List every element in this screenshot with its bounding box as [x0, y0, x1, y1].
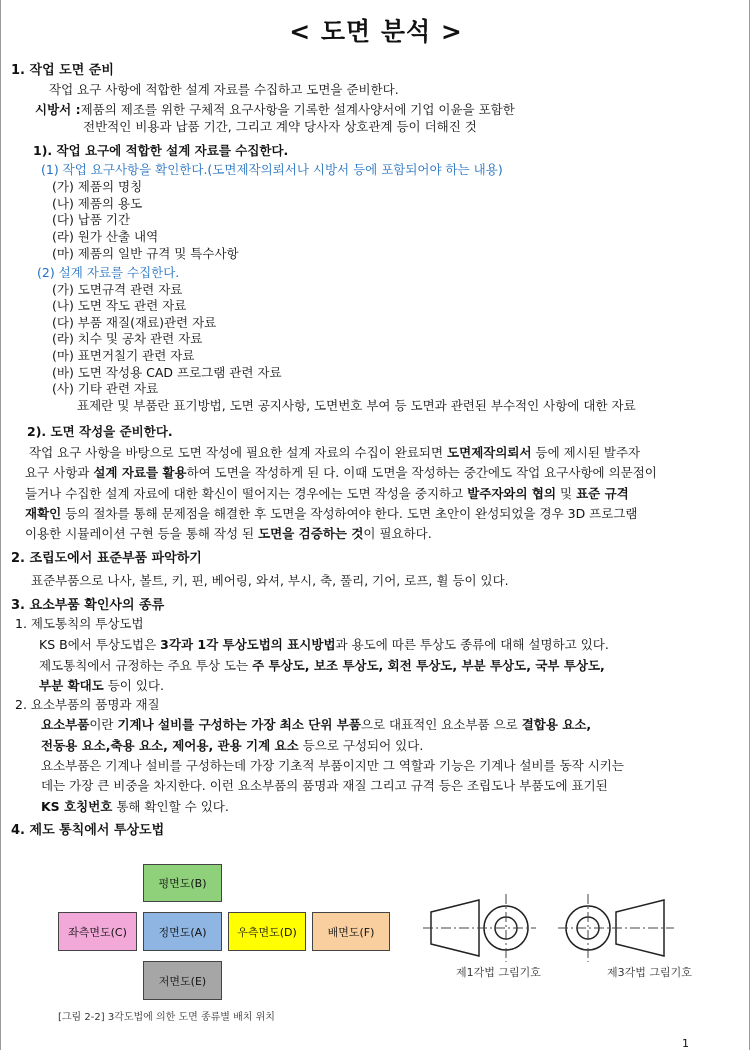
list-item: (마) 제품의 일반 규격 및 특수사항 — [52, 246, 239, 261]
figure-caption: [그림 2-2] 3각도법에 의한 도면 종류별 배치 위치 — [58, 1012, 275, 1023]
spec-label: 시방서 : — [35, 102, 81, 117]
paragraph-line: KS 호칭번호 통해 확인할 수 있다. — [41, 799, 229, 814]
subsection-1-heading: 1). 작업 요구에 적합한 설계 자료를 수집한다. — [33, 143, 289, 158]
sub-item-2-heading: (2) 설계 자료를 수집한다. — [37, 265, 180, 280]
subsection-heading: 2. 요소부품의 품명과 재질 — [15, 697, 160, 712]
first-angle-symbol-icon — [421, 888, 556, 968]
view-box-front: 정면도(A) — [143, 912, 222, 951]
paragraph-line: 작업 요구 사항을 바탕으로 도면 작성에 필요한 설계 자료의 수집이 완료되면 도면제작의뢰서 등에 제시된 발주자 — [29, 445, 641, 460]
paragraph-line: 요구 사항과 설계 자료를 활용하여 도면을 작성하게 된 다. 이때 도면을 작성하는 중간에도 작업 요구사항에 의문점이 — [25, 465, 657, 480]
paragraph-line: 요소부품이란 기계나 설비를 구성하는 가장 최소 단위 부품으로 대표적인 요소부품 으로 결합용 요소, — [41, 717, 592, 732]
list-item: (다) 부품 재질(재료)관련 자료 — [52, 315, 217, 330]
page-title: < 도면 분석 > — [289, 17, 463, 46]
list-item: (마) 표면거칠기 관련 자료 — [52, 348, 195, 363]
paragraph-line: 이용한 시뮬레이션 구현 등을 통해 작성 된 도면을 검증하는 것이 필요하다. — [25, 526, 432, 541]
section-2-text: 표준부품으로 나사, 볼트, 키, 핀, 베어링, 와셔, 부시, 축, 풀리, 기어, 로프, 휠 등이 있다. — [31, 573, 509, 588]
third-angle-symbol-icon — [556, 888, 691, 968]
view-box-right: 우측면도(D) — [228, 912, 306, 951]
section-4-heading: 4. 제도 통칙에서 투상도법 — [11, 823, 165, 838]
list-item: (나) 도면 작도 관련 자료 — [52, 298, 187, 313]
list-item: (가) 도면규격 관련 자료 — [52, 282, 183, 297]
section-1-intro: 작업 요구 사항에 적합한 설계 자료를 수집하고 도면을 준비한다. — [49, 82, 399, 97]
paragraph-line: 제도통칙에서 규정하는 주요 투상 도는 주 투상도, 보조 투상도, 회전 투상도, 부분 투상도, 국부 투상도, — [39, 658, 605, 673]
list-item: (가) 제품의 명칭 — [52, 179, 143, 194]
paragraph-line: 요소부품은 기계나 설비를 구성하는데 가장 기초적 부품이지만 그 역할과 기능은 기계나 설비를 동작 시키는 — [41, 758, 624, 773]
paragraph-line: KS B에서 투상도법은 3각과 1각 투상도법의 표시방법과 용도에 따른 투상도 종류에 대해 설명하고 있다. — [39, 637, 609, 652]
paragraph-line: 들거나 수집한 설계 자료에 대한 확신이 떨어지는 경우에는 도면 작성을 중지하고 발주자와의 협의 및 표준 규격 — [25, 486, 629, 501]
view-box-left: 좌측면도(C) — [58, 912, 137, 951]
view-box-bottom: 저면도(E) — [143, 961, 222, 1000]
spec-text: 제품의 제조를 위한 구체적 요구사항을 기록한 설계사양서에 기업 이윤을 포함한 — [80, 102, 515, 117]
view-box-top: 평면도(B) — [143, 864, 222, 902]
section-3-heading: 3. 요소부품 확인사의 종류 — [11, 598, 165, 613]
spec-definition-line-2: 전반적인 비용과 납품 기간, 그리고 계약 당사자 상호관계 등이 더해진 것 — [83, 119, 477, 134]
paragraph-line: 부분 확대도 등이 있다. — [39, 678, 164, 693]
paragraph-line: 데는 가장 큰 비중을 차지한다. 이런 요소부품의 품명과 재질 그리고 규격 등은 조립도나 부품도에 표기된 — [41, 778, 608, 793]
paragraph-line: 재확인 등의 절차를 통해 문제점을 해결한 후 도면을 작성하여야 한다. 도면 초안이 완성되었을 경우 3D 프로그램 — [25, 506, 638, 521]
subsection-heading: 1. 제도통칙의 투상도법 — [15, 616, 144, 631]
section-2-heading: 2. 조립도에서 표준부품 파악하기 — [11, 551, 202, 566]
subsection-2-heading: 2). 도면 작성을 준비한다. — [27, 424, 173, 439]
spec-definition-line-1 — [35, 102, 515, 118]
paragraph-line: 전동용 요소,축용 요소, 제어용, 관용 기계 요소 등으로 구성되어 있다. — [41, 738, 424, 753]
first-angle-label: 제1각법 그림기호 — [456, 966, 541, 979]
list-item: (사) 기타 관련 자료 — [52, 381, 159, 396]
third-angle-label: 제3각법 그림기호 — [607, 966, 692, 979]
list-item: (나) 제품의 용도 — [52, 196, 143, 211]
section-1-heading: 1. 작업 도면 준비 — [11, 63, 114, 78]
list-item-note: 표제란 및 부품란 표기방법, 도면 공지사항, 도면번호 부여 등 도면과 관련된 부수적인 사항에 대한 자료 — [77, 398, 636, 413]
page-number: 1 — [682, 1037, 689, 1050]
view-box-rear: 배면도(F) — [312, 912, 390, 951]
list-item: (라) 치수 및 공차 관련 자료 — [52, 331, 203, 346]
sub-item-1-heading: (1) 작업 요구사항을 확인한다.(도면제작의뢰서나 시방서 등에 포함되어야 하는 내용) — [41, 162, 503, 177]
list-item: (바) 도면 작성용 CAD 프로그램 관련 자료 — [52, 365, 282, 380]
list-item: (다) 납품 기간 — [52, 212, 131, 227]
list-item: (라) 원가 산출 내역 — [52, 229, 159, 244]
